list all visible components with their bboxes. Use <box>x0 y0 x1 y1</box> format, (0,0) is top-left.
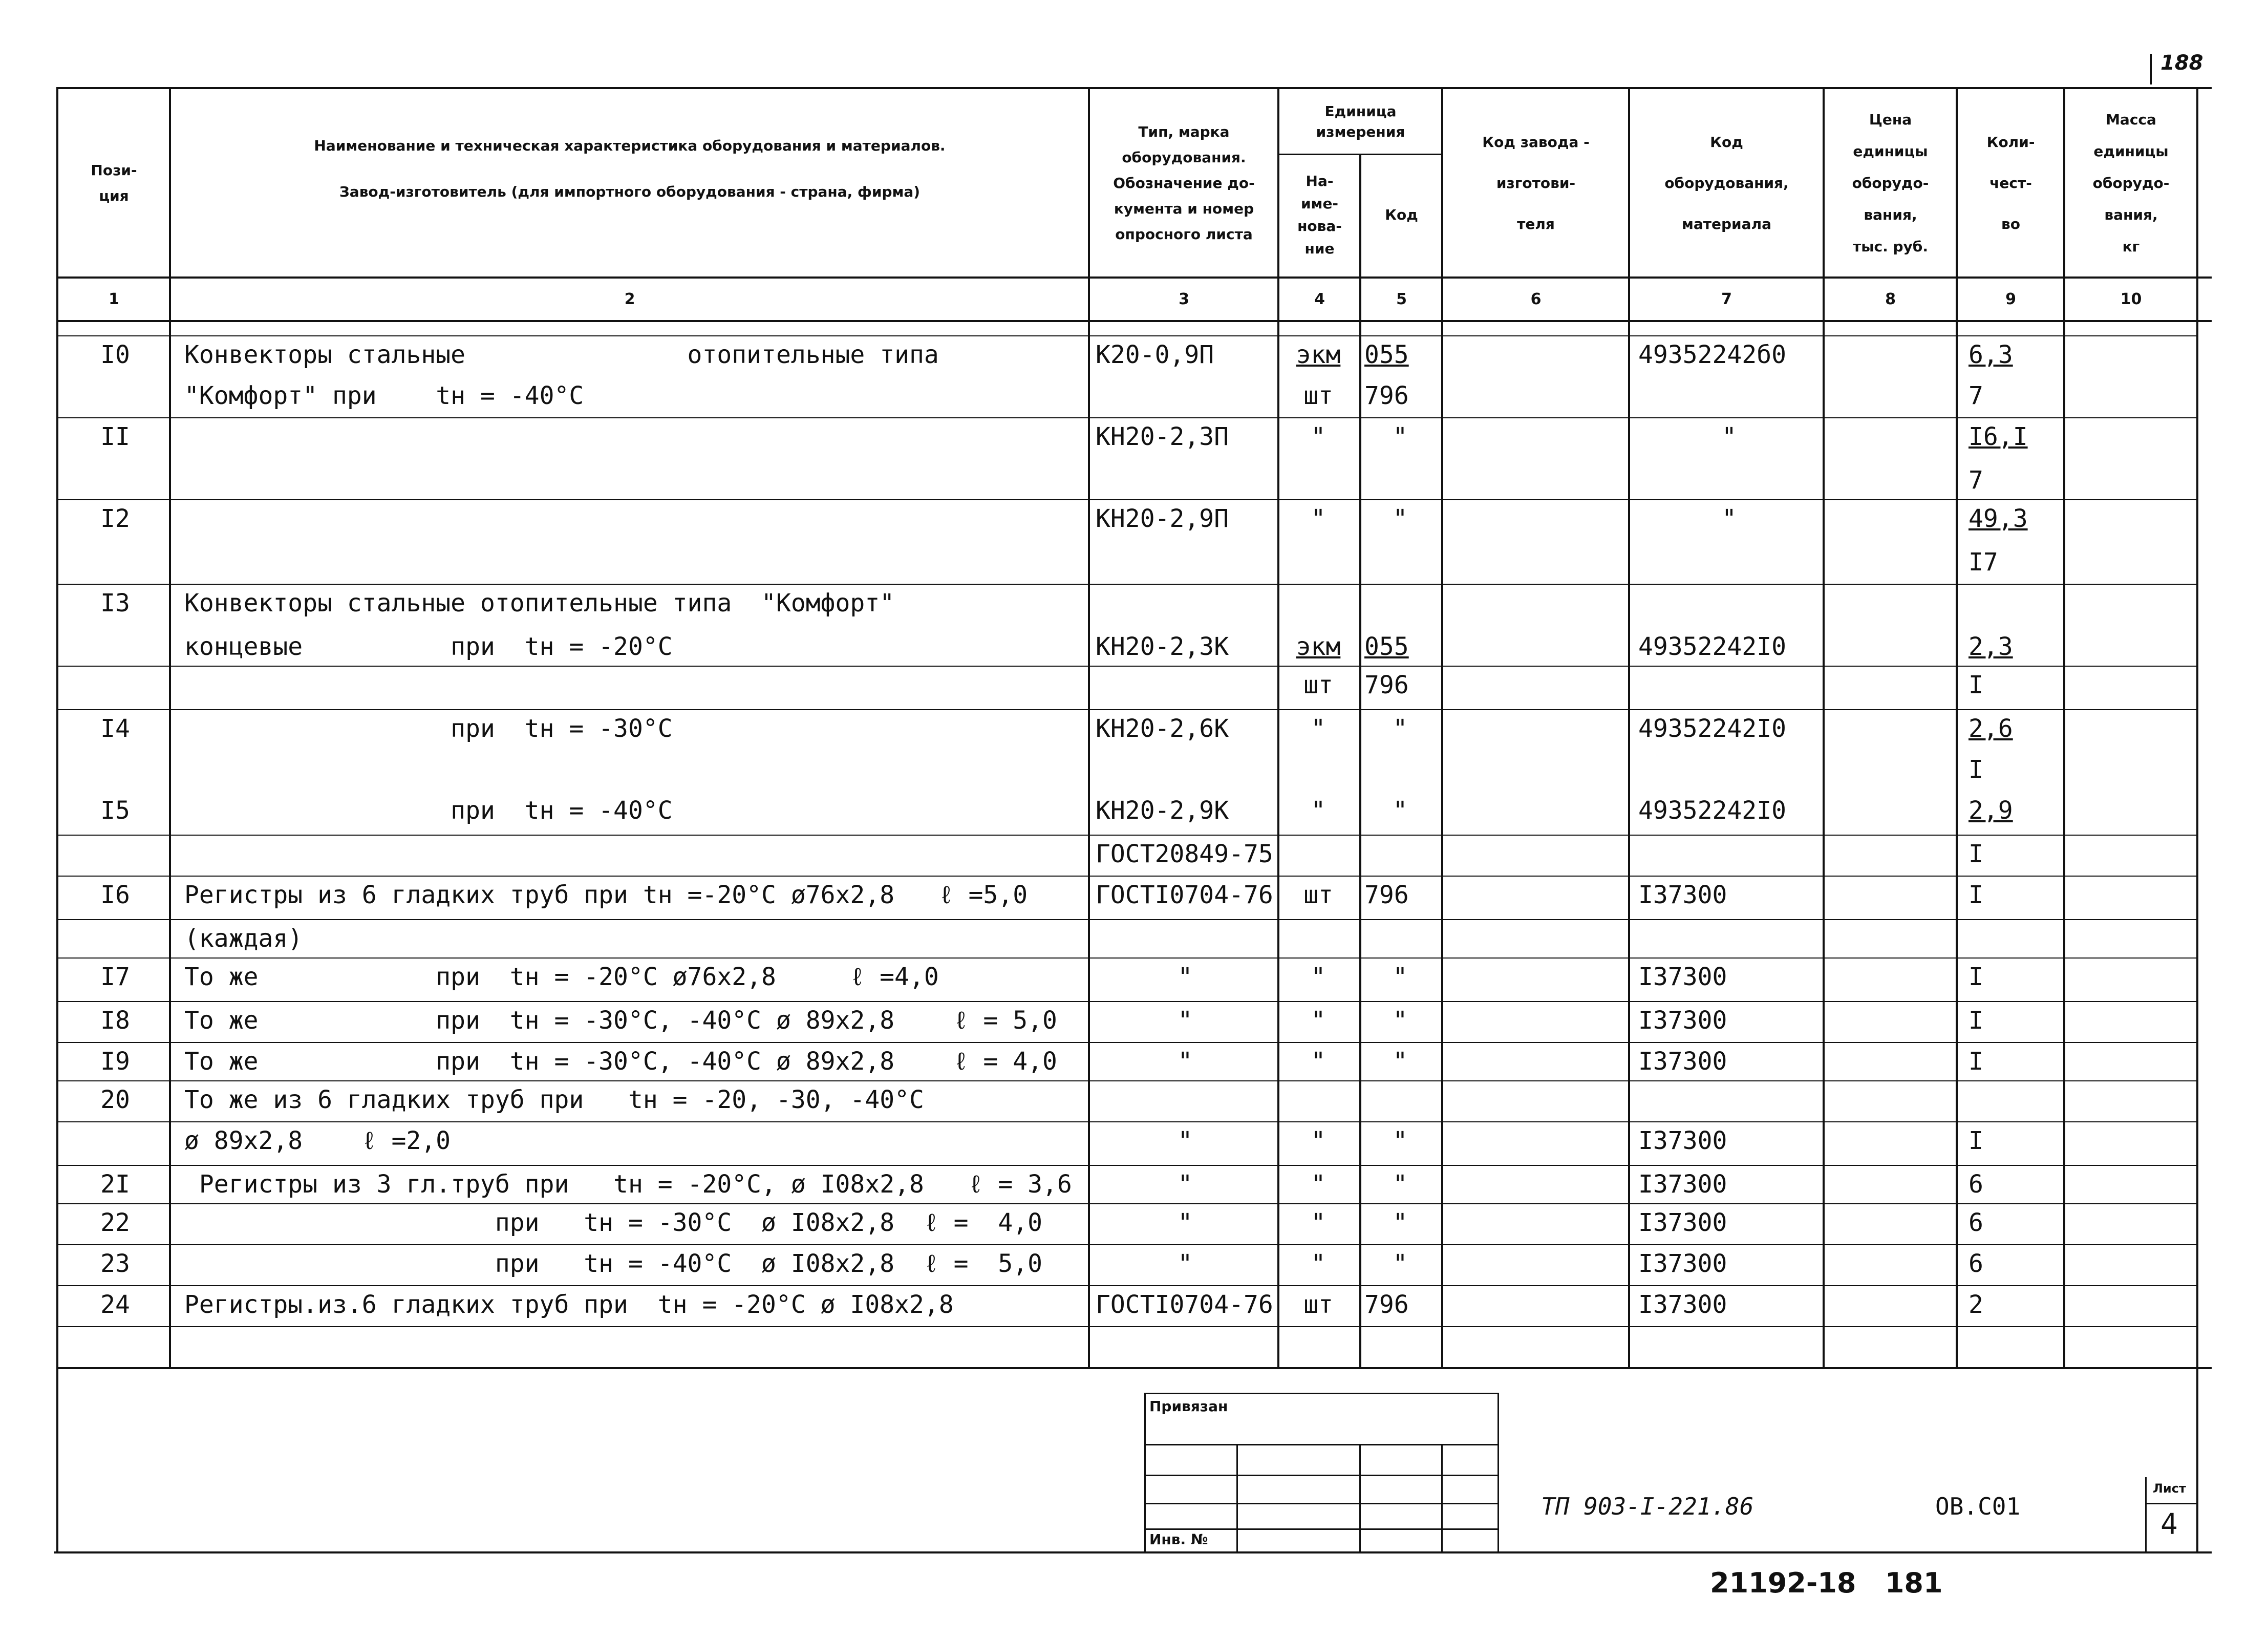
quantity-cell: 2,3 <box>1969 632 2013 661</box>
unit-code-cell: " <box>1393 1249 1408 1278</box>
row-separator <box>56 876 2196 877</box>
unit-code-cell: " <box>1393 1126 1408 1155</box>
quantity-cell: 49,3 <box>1969 504 2028 533</box>
header-quantity: Коли- чест- во <box>1986 133 2035 232</box>
row-separator <box>56 584 2196 585</box>
position-cell: 24 <box>100 1290 130 1319</box>
type-cell: " <box>1178 1006 1193 1035</box>
unit-name-cell: " <box>1311 1047 1326 1076</box>
type-cell: " <box>1178 1170 1193 1199</box>
header-material-code: Код оборудования, материала <box>1664 133 1789 232</box>
header-factory-code: Код завода - изготови- теля <box>1482 133 1590 232</box>
row-separator <box>56 709 2196 710</box>
unit-name-cell: " <box>1311 963 1326 991</box>
unit-name-cell: " <box>1311 796 1326 825</box>
row-separator <box>56 1285 2196 1286</box>
unit-code-cell: " <box>1393 796 1408 825</box>
row-separator <box>56 1326 2196 1327</box>
unit-name-cell: " <box>1311 504 1326 533</box>
row-separator <box>56 1203 2196 1204</box>
sheet-code: ОВ.С01 <box>1935 1493 2021 1520</box>
quantity-cell: I7 <box>1969 548 1998 577</box>
name-cell: Регистры.из.6 гладких труб при tн = -20°С ø I08х2,8 <box>184 1290 954 1319</box>
material-code-cell: I37300 <box>1638 1208 1727 1237</box>
position-cell: I8 <box>100 1006 130 1035</box>
row-separator <box>56 835 2196 836</box>
row-separator <box>56 1244 2196 1245</box>
name-cell: при tн = -40°С ø I08х2,8 ℓ = 5,0 <box>184 1249 1043 1278</box>
unit-name-cell: " <box>1311 422 1326 451</box>
unit-name-cell: шт <box>1303 1290 1333 1319</box>
name-cell: То же при tн = -30°С, -40°С ø 89х2,8 ℓ = 4,0 <box>184 1047 1057 1076</box>
position-cell: I3 <box>100 589 130 618</box>
unit-code-cell: " <box>1393 1006 1408 1035</box>
column-number: 6 <box>1530 290 1542 308</box>
corner-page-number: 188 <box>2160 51 2203 75</box>
quantity-cell: I <box>1969 1047 1983 1076</box>
material-code-cell: " <box>1722 504 1737 533</box>
name-cell: То же при tн = -30°С, -40°С ø 89х2,8 ℓ = 5,0 <box>184 1006 1057 1035</box>
unit-name-cell: шт <box>1303 881 1333 909</box>
name-cell: (каждая) <box>184 924 303 953</box>
column-number: 9 <box>2005 290 2016 308</box>
unit-code-cell: 796 <box>1364 881 1409 909</box>
row-separator <box>56 1165 2196 1166</box>
unit-code-cell: 055 <box>1364 632 1409 661</box>
type-cell: КН20-2,9П <box>1096 504 1229 533</box>
unit-code-cell: " <box>1393 1170 1408 1199</box>
quantity-cell: I <box>1969 840 1983 868</box>
position-cell: I5 <box>100 796 130 825</box>
type-cell: " <box>1178 1208 1193 1237</box>
name-cell: "Комфорт" при tн = -40°С <box>184 381 584 410</box>
unit-name-cell: экм <box>1296 632 1341 661</box>
quantity-cell: I <box>1969 755 1983 784</box>
unit-code-cell: 055 <box>1364 340 1409 369</box>
position-cell: 22 <box>100 1208 130 1237</box>
type-cell: " <box>1178 1249 1193 1278</box>
position-cell: I2 <box>100 504 130 533</box>
material-code-cell: I37300 <box>1638 1170 1727 1199</box>
name-cell: Регистры из 6 гладких труб при tн =-20°С ø76х2,8 ℓ =5,0 <box>184 881 1028 909</box>
type-cell: ГОСТ20849-75 <box>1096 840 1273 868</box>
unit-code-cell: 796 <box>1364 671 1409 699</box>
unit-name-cell: " <box>1311 1006 1326 1035</box>
name-cell: Конвекторы стальные отопительные типа "Комфорт" <box>184 589 895 618</box>
row-separator <box>56 666 2196 667</box>
name-cell: ø 89х2,8 ℓ =2,0 <box>184 1126 451 1155</box>
material-code-cell: I37300 <box>1638 1047 1727 1076</box>
unit-code-cell: " <box>1393 422 1408 451</box>
quantity-cell: I <box>1969 1006 1983 1035</box>
unit-code-cell: 796 <box>1364 1290 1409 1319</box>
material-code-cell: 49352242б0 <box>1638 340 1786 369</box>
archive-number: 21192-18 181 <box>1710 1567 1943 1599</box>
quantity-cell: I <box>1969 963 1983 991</box>
position-cell: I4 <box>100 714 130 743</box>
name-cell: То же из 6 гладких труб при tн = -20, -30, -40°С <box>184 1085 924 1114</box>
position-cell: II <box>100 422 130 451</box>
position-cell: 20 <box>100 1085 130 1114</box>
quantity-cell: 2 <box>1969 1290 1983 1319</box>
material-code-cell: I37300 <box>1638 1006 1727 1035</box>
quantity-cell: 2,9 <box>1969 796 2013 825</box>
name-cell: То же при tн = -20°С ø76х2,8 ℓ =4,0 <box>184 963 939 991</box>
document-code: ТП 903-I-221.86 <box>1541 1493 1754 1520</box>
type-cell: ГОСТI0704-76 <box>1096 1290 1273 1319</box>
sheet-number: 4 <box>2160 1508 2178 1541</box>
type-cell: КН20-2,3К <box>1096 632 1229 661</box>
type-cell: ГОСТI0704-76 <box>1096 881 1273 909</box>
column-number: 2 <box>624 290 635 308</box>
material-code-cell: I37300 <box>1638 881 1727 909</box>
quantity-cell: 6 <box>1969 1249 1983 1278</box>
quantity-cell: 2,6 <box>1969 714 2013 743</box>
column-number: 1 <box>109 290 119 308</box>
quantity-cell: I <box>1969 1126 1983 1155</box>
type-cell: " <box>1178 1047 1193 1076</box>
material-code-cell: I37300 <box>1638 1249 1727 1278</box>
row-separator <box>56 1121 2196 1122</box>
column-number: 4 <box>1314 290 1325 308</box>
header-unit-name: На- име- нова- ние <box>1297 173 1342 257</box>
quantity-cell: 6 <box>1969 1170 1983 1199</box>
unit-name-cell: " <box>1311 1126 1326 1155</box>
row-separator <box>56 919 2196 920</box>
position-cell: I0 <box>100 340 130 369</box>
quantity-cell: I <box>1969 671 1983 699</box>
column-number: 3 <box>1179 290 1189 308</box>
unit-name-cell: " <box>1311 1249 1326 1278</box>
header-mass: Масса единицы оборудо- вания, кг <box>2092 111 2170 255</box>
header-price: Цена единицы оборудо- вания, тыс. руб. <box>1852 111 1929 255</box>
row-separator <box>56 499 2196 500</box>
material-code-cell: " <box>1722 422 1737 451</box>
sheet-label: Лист <box>2153 1481 2186 1496</box>
type-cell: КН20-2,6К <box>1096 714 1229 743</box>
header-position: Пози- ция <box>91 161 137 204</box>
row-separator <box>56 1042 2196 1043</box>
row-separator <box>56 1080 2196 1081</box>
unit-code-cell: 796 <box>1364 381 1409 410</box>
quantity-cell: 7 <box>1969 466 1983 495</box>
position-cell: 2I <box>100 1170 130 1199</box>
quantity-cell: 7 <box>1969 381 1983 410</box>
position-cell: I9 <box>100 1047 130 1076</box>
header-unit-code: Код <box>1385 206 1418 223</box>
unit-code-cell: " <box>1393 1208 1408 1237</box>
unit-name-cell: " <box>1311 1170 1326 1199</box>
name-cell: при tн = -30°С ø I08х2,8 ℓ = 4,0 <box>184 1208 1043 1237</box>
quantity-cell: I6,I <box>1969 422 2028 451</box>
column-number: 8 <box>1885 290 1896 308</box>
material-code-cell: I37300 <box>1638 963 1727 991</box>
type-cell: К20-0,9П <box>1096 340 1214 369</box>
name-cell: при tн = -40°С <box>184 796 673 825</box>
name-cell: при tн = -30°С <box>184 714 673 743</box>
row-separator <box>56 957 2196 959</box>
name-cell: Регистры из 3 гл.труб при tн = -20°С, ø I08х2,8 ℓ = 3,6 <box>184 1170 1072 1199</box>
header-type: Тип, марка оборудования. Обозначение до- кумента и номер опросного листа <box>1113 123 1255 243</box>
column-number: 7 <box>1721 290 1732 308</box>
column-number: 5 <box>1396 290 1407 308</box>
type-cell: " <box>1178 963 1193 991</box>
unit-code-cell: " <box>1393 504 1408 533</box>
type-cell: КН20-2,3П <box>1096 422 1229 451</box>
unit-name-cell: шт <box>1303 381 1333 410</box>
header-unit: Единица измерения <box>1316 102 1405 140</box>
position-cell: 23 <box>100 1249 130 1278</box>
material-code-cell: 49352242I0 <box>1638 714 1786 743</box>
unit-name-cell: " <box>1311 714 1326 743</box>
material-code-cell: I37300 <box>1638 1126 1727 1155</box>
quantity-cell: 6,3 <box>1969 340 2013 369</box>
material-code-cell: 49352242I0 <box>1638 632 1786 661</box>
unit-name-cell: экм <box>1296 340 1341 369</box>
name-cell: концевые при tн = -20°С <box>184 632 673 661</box>
unit-code-cell: " <box>1393 963 1408 991</box>
quantity-cell: I <box>1969 881 1983 909</box>
type-cell: " <box>1178 1126 1193 1155</box>
type-cell: КН20-2,9К <box>1096 796 1229 825</box>
row-separator <box>56 335 2196 336</box>
row-separator <box>56 417 2196 418</box>
position-cell: I6 <box>100 881 130 909</box>
name-cell: Конвектоpы стальные отопительные типа <box>184 340 939 369</box>
position-cell: I7 <box>100 963 130 991</box>
material-code-cell: I37300 <box>1638 1290 1727 1319</box>
inventory-number-label: Инв. № <box>1149 1531 1208 1548</box>
header-name: Наименование и техническая характеристика оборудования и материалов. Завод-изготовитель (для импортного оборудования - страна, фирма) <box>314 137 946 200</box>
column-number: 10 <box>2120 290 2142 308</box>
linked-label: Привязан <box>1149 1398 1228 1415</box>
unit-name-cell: " <box>1311 1208 1326 1237</box>
unit-code-cell: " <box>1393 714 1408 743</box>
unit-name-cell: шт <box>1303 671 1333 699</box>
unit-code-cell: " <box>1393 1047 1408 1076</box>
material-code-cell: 49352242I0 <box>1638 796 1786 825</box>
quantity-cell: 6 <box>1969 1208 1983 1237</box>
row-separator <box>56 1001 2196 1002</box>
